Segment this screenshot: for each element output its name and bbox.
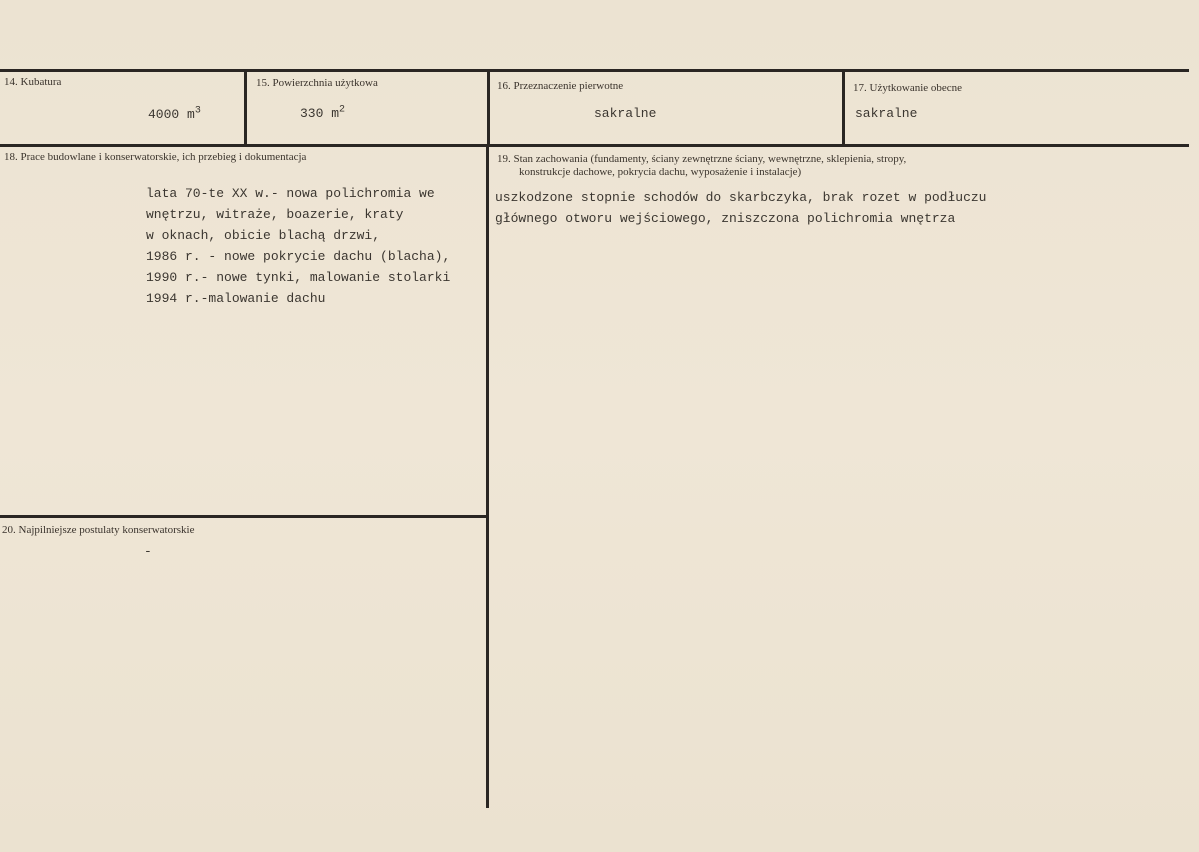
- field-19-label: 19. Stan zachowania (fundamenty, ściany zewnętrzne ściany, wewnętrzne, sklepienia, stropy,: [497, 153, 907, 165]
- top-rule: [0, 69, 1189, 72]
- field-18-line: 1994 r.-malowanie dachu: [146, 291, 326, 306]
- field-17-value: sakralne: [855, 106, 918, 121]
- field-18-line: lata 70-te XX w.- nowa polichromia we: [146, 186, 435, 201]
- field-18-line: 1990 r.- nowe tynki, malowanie stolarki: [146, 270, 451, 285]
- field-19-line: głównego otworu wejściowego, zniszczona polichromia wnętrza: [495, 211, 956, 226]
- field-17-label: 17. Użytkowanie obecne: [853, 82, 963, 94]
- field-20-label: 20. Najpilniejsze postulaty konserwatorskie: [2, 524, 195, 536]
- field-19-label-cont: konstrukcje dachowe, pokrycia dachu, wyposażenie i instalacje): [519, 166, 802, 178]
- field-14-label: 14. Kubatura: [4, 76, 62, 88]
- field-18-line: 1986 r. - nowe pokrycie dachu (blacha),: [146, 249, 451, 264]
- field-18-text: [146, 183, 450, 309]
- row1-bottom-rule: [0, 144, 1189, 147]
- field-14-value: 4000 $m^3$: [148, 105, 201, 122]
- field-18-label: 18. Prace budowlane i konserwatorskie, ich przebieg i dokumentacja: [4, 151, 307, 163]
- field-19-line: uszkodzone stopnie schodów do skarbczyka, brak rozet w podłuczu: [495, 190, 987, 205]
- field-19-text: [495, 187, 986, 229]
- field-16-value: sakralne: [594, 106, 657, 121]
- divider-main: [486, 144, 489, 808]
- field20-top-rule: [0, 515, 487, 518]
- divider-16-17: [842, 72, 845, 147]
- divider-15-16: [487, 69, 490, 147]
- field-18-line: w oknach, obicie blachą drzwi,: [146, 228, 381, 243]
- field-15-label: 15. Powierzchnia użytkowa: [256, 77, 378, 89]
- field-15-value: 330 $m^2$: [300, 104, 346, 121]
- field-20-value: -: [144, 544, 152, 559]
- divider-14-15: [244, 69, 247, 147]
- field-16-label: 16. Przeznaczenie pierwotne: [497, 80, 624, 92]
- field-18-line: wnętrzu, witraże, boazerie, kraty: [146, 207, 404, 222]
